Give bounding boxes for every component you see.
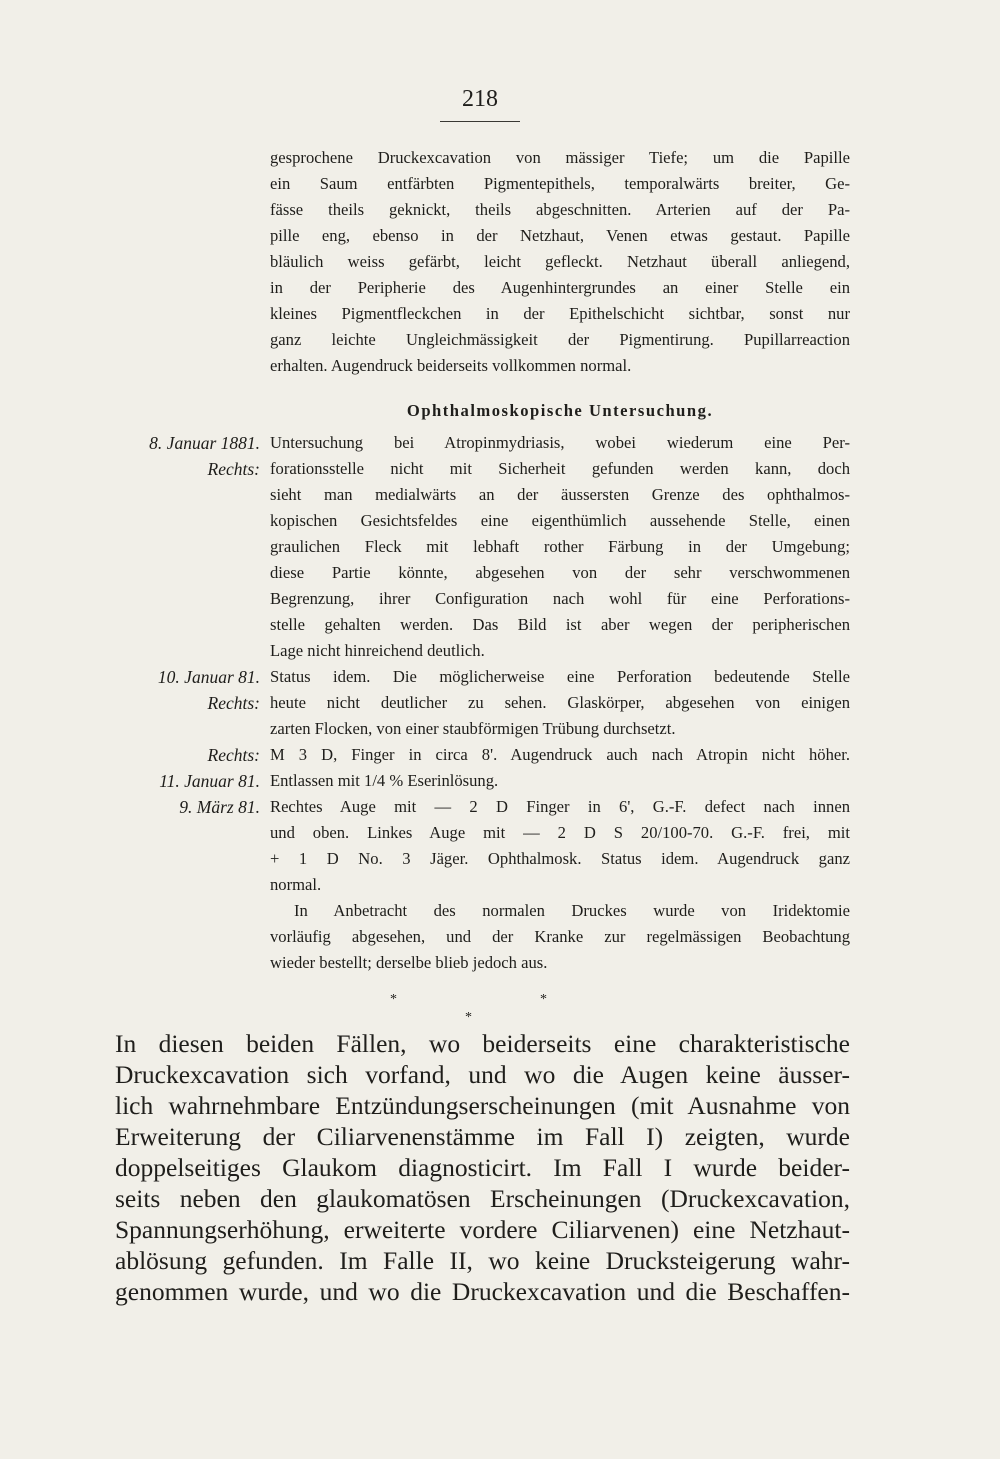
margin-notes [100,768,260,794]
margin-date: 8. Januar 1881. [149,433,260,453]
text-line: bläulich weiss gefärbt, leicht gefleckt. Netzhaut überall anliegend, [270,252,850,271]
text-line: erhalten. Augendruck beiderseits vollkommen normal. [270,356,632,375]
text-line: Druckexcavation sich vorfand, und wo die Augen keine äusser- [115,1060,850,1089]
text-line: forationsstelle nicht mit Sicherheit gefunden werden kann, doch [270,459,850,478]
entry-1881-03-09 [179,794,850,898]
margin-eye: Rechts: [207,745,260,765]
top-paragraph [270,145,850,379]
text-line: seits neben den glaukomatösen Erscheinungen (Druckexcavation, [115,1184,850,1213]
separator-star: * [540,992,547,1007]
text-line: + 1 D No. 3 Jäger. Ophthalmosk. Status idem. Augendruck ganz [270,849,850,868]
text-line: vorläufig abgesehen, und der Kranke zur regelmässigen Beobachtung [270,927,850,946]
text-line: graulichen Fleck mit lebhaft rother Färbung in der Umgebung; [270,537,850,556]
section-separator [390,992,550,1032]
separator-star: * [465,1010,472,1025]
text-line: M 3 D, Finger in circa 8'. Augendruck auch nach Atropin nicht höher. [270,745,850,764]
text-line: normal. [270,875,322,894]
text-line: stelle gehalten werden. Das Bild ist aber wegen der peripherischen [270,615,850,634]
text-line: in der Peripherie des Augenhintergrundes an einer Stelle ein [270,278,850,297]
page-number-rule [440,121,520,122]
text-line: diese Partie könnte, abgesehen von der sehr verschwommenen [270,563,850,582]
margin-notes [100,742,260,768]
text-line: fässe theils geknickt, theils abgeschnitten. Arterien auf der Pa- [270,200,850,219]
entry-1881-01-08 [149,430,850,664]
text-line: kopischen Gesichtsfeldes eine eigenthümlich aussehende Stelle, einen [270,511,850,530]
text-line: ein Saum entfärbten Pigmentepithels, temporalwärts breiter, Ge- [270,174,850,193]
text-line: heute nicht deutlicher zu sehen. Glaskörper, abgesehen von einigen [270,693,850,712]
text-line: kleines Pigmentfleckchen in der Epithelschicht sichtbar, sonst nur [270,304,850,323]
text-line: pille eng, ebenso in der Netzhaut, Venen etwas gestaut. Papille [270,226,850,245]
text-line: Lage nicht hinreichend deutlich. [270,641,485,660]
text-line: und oben. Linkes Auge mit — 2 D S 20/100-70. G.-F. frei, mit [270,823,850,842]
margin-date: 10. Januar 81. [157,667,260,687]
margin-notes [100,430,260,482]
text-line: Spannungserhöhung, erweiterte vordere Ciliarvenen) eine Netzhaut- [115,1215,850,1244]
text-line: genommen wurde, und wo die Druckexcavation und die Beschaffen- [115,1277,850,1306]
margin-eye: Rechts: [207,693,260,713]
entry-conclusion [270,898,850,976]
margin-date: 11. Januar 81. [159,771,260,791]
text-line: Rechtes Auge mit — 2 D Finger in 6', G.-F. defect nach innen [270,797,850,816]
margin-eye: Rechts: [207,459,260,479]
text-line: In Anbetracht des normalen Druckes wurde von Iridektomie [294,901,850,920]
entry-1881-01-10 [157,664,850,742]
text-line: Status idem. Die möglicherweise eine Perforation bedeutende Stelle [270,667,850,686]
text-line: sieht man medialwärts an der äussersten Grenze des ophthalmos- [270,485,850,504]
text-line: Erweiterung der Ciliarvenenstämme im Fall I) zeigten, wurde [115,1122,850,1151]
margin-date: 9. März 81. [179,797,260,817]
text-line: Untersuchung bei Atropinmydriasis, wobei wiederum eine Per- [270,433,850,452]
text-line: Begrenzung, ihrer Configuration nach wohl für eine Perforations- [270,589,850,608]
page-number: 218 [462,86,498,112]
entry-rechts-refraction [207,742,850,768]
text-line: wieder bestellt; derselbe blieb jedoch aus. [270,953,548,972]
text-line: doppelseitiges Glaukom diagnosticirt. Im Fall I wurde beider- [115,1153,850,1182]
text-line: gesprochene Druckexcavation von mässiger Tiefe; um die Papille [270,148,850,167]
text-line: lich wahrnehmbare Entzündungserscheinungen (mit Ausnahme von [115,1091,850,1120]
text-line: zarten Flocken, von einer staubförmigen Trübung durchsetzt. [270,719,676,738]
text-line: In diesen beiden Fällen, wo beiderseits eine charakteristische [115,1029,850,1058]
text-line: ganz leichte Ungleichmässigkeit der Pigmentirung. Pupillarreaction [270,330,850,349]
case-entries [149,430,850,976]
section-heading: Ophthalmoskopische Untersuchung. [406,401,714,420]
text-line: Entlassen mit 1/4 % Eserinlösung. [270,771,499,790]
entry-1881-01-11 [159,768,850,794]
margin-notes [100,794,260,820]
margin-notes [100,664,260,716]
main-paragraph [115,1028,850,1307]
separator-star: * [390,992,397,1007]
text-line: ablösung gefunden. Im Falle II, wo keine Drucksteigerung wahr- [115,1246,850,1275]
